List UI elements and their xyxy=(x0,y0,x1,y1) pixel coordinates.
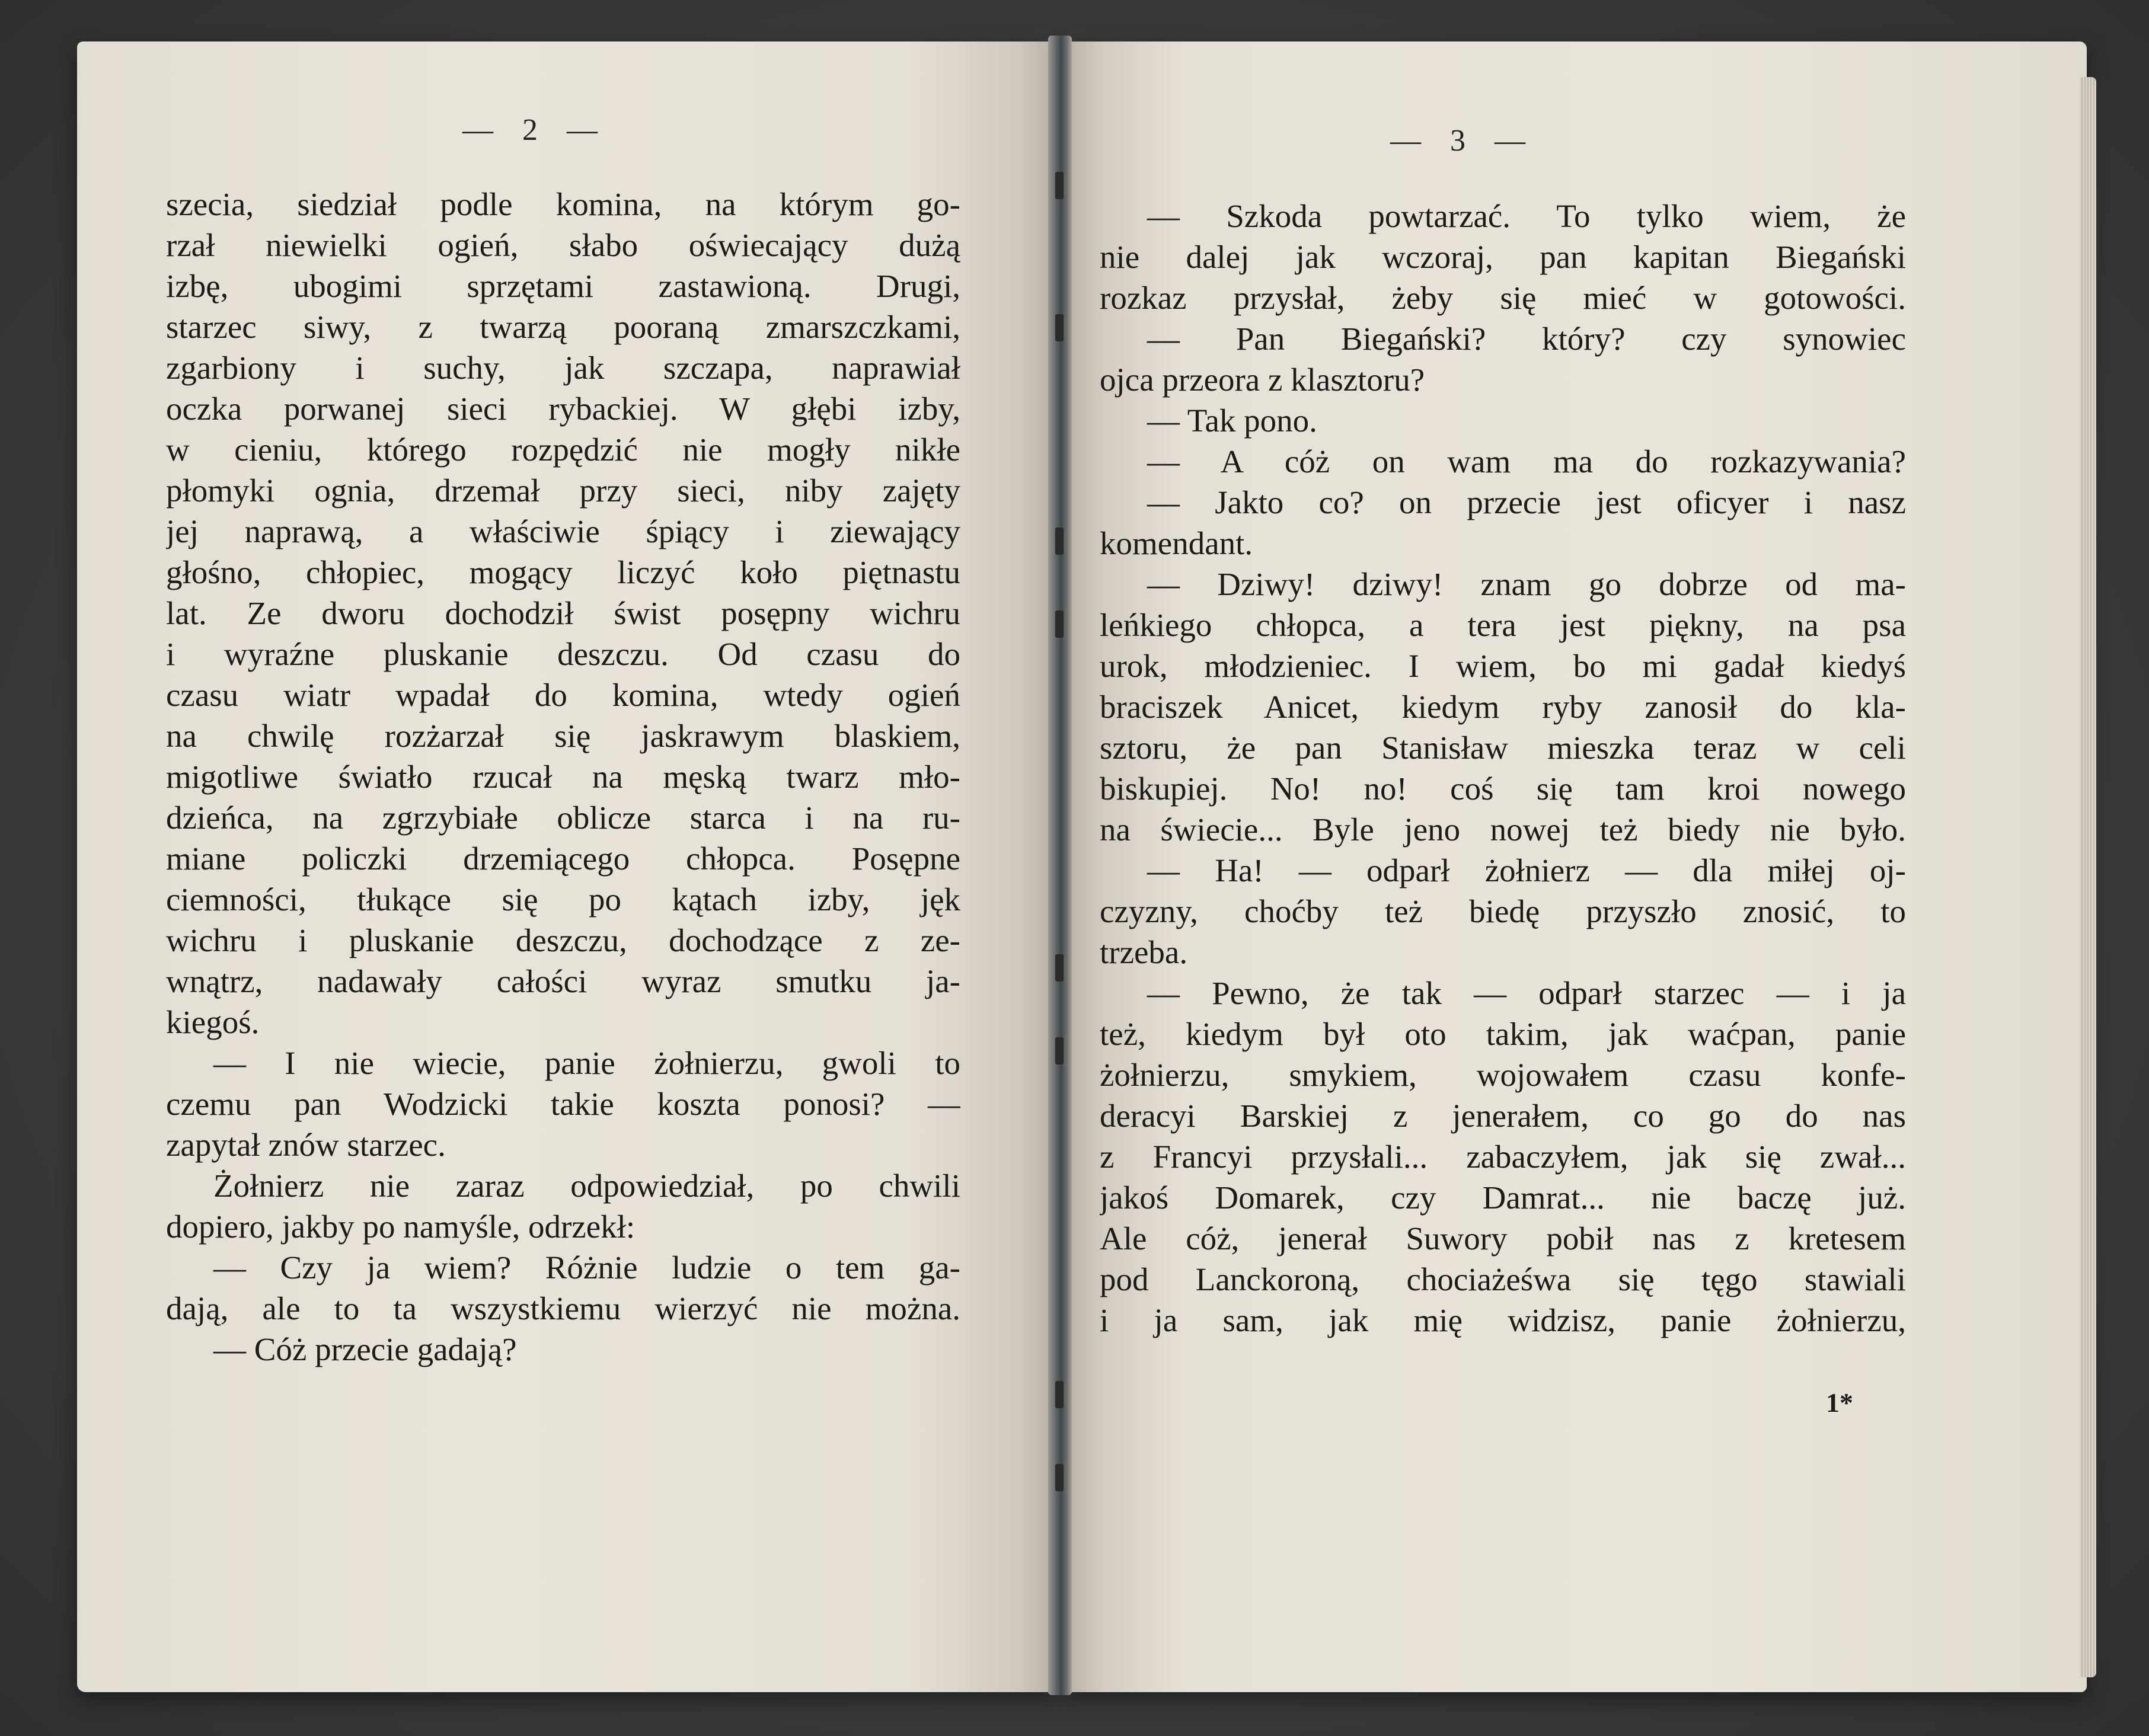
text-line: komendant. xyxy=(1100,525,1253,561)
text-line: jakoś Domarek, czy Damrat... nie baczę już. xyxy=(1100,1179,1906,1216)
text-line: deracyi Barskiej z jenerałem, co go do nas xyxy=(1100,1098,1906,1134)
binding-stitch xyxy=(1055,610,1064,638)
text-line: i wyraźne pluskanie deszczu. Od czasu do xyxy=(166,636,960,672)
text-line: — Czy ja wiem? Różnie ludzie o tem ga- xyxy=(213,1249,960,1286)
text-line: — Cóż przecie gadają? xyxy=(213,1331,517,1367)
binding-stitch xyxy=(1055,172,1064,199)
text-line: lat. Ze dworu dochodził świst posępny wichru xyxy=(166,595,960,631)
text-line: czasu wiatr wpadał do komina, wtedy ogień xyxy=(166,677,960,713)
text-line: oczka porwanej sieci rybackiej. W głębi izby, xyxy=(166,391,960,427)
binding-stitch xyxy=(1055,314,1064,341)
binding-stitch xyxy=(1055,954,1064,982)
text-line: wnątrz, nadawały całości wyraz smutku ja- xyxy=(166,963,960,999)
text-line: ojca przeora z klasztoru? xyxy=(1100,362,1425,398)
text-line: i ja sam, jak mię widzisz, panie żołnierzu, xyxy=(1100,1302,1906,1338)
text-line: rzał niewielki ogień, słabo oświecający dużą xyxy=(166,227,960,263)
text-line: jej naprawą, a właściwie śpiący i ziewający xyxy=(166,513,960,549)
page-number-right: — 3 — xyxy=(1390,124,1536,158)
right-page-text xyxy=(1100,196,1906,1341)
text-line: płomyki ognia, drzemał przy sieci, niby zajęty xyxy=(166,472,960,509)
text-line: — A cóż on wam ma do rozkazywania? xyxy=(1147,443,1906,479)
text-line: biskupiej. No! no! coś się tam kroi nowego xyxy=(1100,771,1906,807)
text-line: dopiero, jakby po namyśle, odrzekł: xyxy=(166,1209,636,1245)
text-line: z Francyi przysłali... zabaczyłem, jak się zwał... xyxy=(1100,1139,1906,1175)
book-spine xyxy=(1048,36,1072,1695)
text-line: — Pan Biegański? który? czy synowiec xyxy=(1147,321,1906,357)
text-line: — Dziwy! dziwy! znam go dobrze od ma- xyxy=(1147,566,1906,602)
text-line: w cieniu, którego rozpędzić nie mogły nikłe xyxy=(166,431,960,468)
text-line: sztoru, że pan Stanisław mieszka teraz w celi xyxy=(1100,730,1906,766)
text-line: izbę, ubogimi sprzętami zastawioną. Drugi, xyxy=(166,268,960,304)
text-line: — Pewno, że tak — odparł starzec — i ja xyxy=(1147,975,1906,1011)
text-line: starzec siwy, z twarzą pooraną zmarszczkami, xyxy=(166,309,960,345)
text-line: — Ha! — odparł żołnierz — dla miłej oj- xyxy=(1147,852,1906,888)
text-line: — I nie wiecie, panie żołnierzu, gwoli to xyxy=(213,1045,960,1081)
text-line: leńkiego chłopca, a tera jest piękny, na psa xyxy=(1100,607,1906,643)
page-number-left: — 2 — xyxy=(462,113,608,147)
binding-stitch xyxy=(1055,527,1064,555)
text-line: — Tak pono. xyxy=(1147,402,1317,439)
text-line: też, kiedym był oto takim, jak waćpan, panie xyxy=(1100,1016,1906,1052)
text-line: Ale cóż, jenerał Suwory pobił nas z kretesem xyxy=(1100,1220,1906,1257)
text-line: czemu pan Wodzicki takie koszta ponosi? — xyxy=(166,1086,960,1122)
text-line: żołnierzu, smykiem, wojowałem czasu konfe- xyxy=(1100,1057,1906,1093)
binding-stitch xyxy=(1055,1464,1064,1491)
text-line: — Jakto co? on przecie jest oficyer i nasz xyxy=(1147,484,1906,520)
binding-stitch xyxy=(1055,1381,1064,1408)
text-line: dają, ale to ta wszystkiemu wierzyć nie można. xyxy=(166,1290,960,1326)
text-line: rozkaz przysłał, żeby się mieć w gotowości. xyxy=(1100,280,1906,316)
left-page-text xyxy=(166,184,960,1370)
text-line: Żołnierz nie zaraz odpowiedział, po chwili xyxy=(213,1168,960,1204)
binding-stitch xyxy=(1055,1037,1064,1064)
text-line: urok, młodzieniec. I wiem, bo mi gadał kiedyś xyxy=(1100,648,1906,684)
text-line: miane policzki drzemiącego chłopca. Posępne xyxy=(166,840,960,877)
text-line: braciszek Anicet, kiedym ryby zanosił do kla- xyxy=(1100,689,1906,725)
text-line: na chwilę rozżarzał się jaskrawym blaskiem, xyxy=(166,718,960,754)
text-line: szecia, siedział podle komina, na którym go- xyxy=(166,186,960,222)
text-line: głośno, chłopiec, mogący liczyć koło piętnastu xyxy=(166,554,960,590)
text-line: na świecie... Byle jeno nowej też biedy nie było. xyxy=(1100,811,1906,848)
text-line: zapytał znów starzec. xyxy=(166,1127,446,1163)
printer-signature-mark: 1* xyxy=(1826,1387,1853,1418)
text-line: wichru i pluskanie deszczu, dochodzące z ze- xyxy=(166,922,960,958)
page-edges xyxy=(2080,77,2096,1677)
text-line: — Szkoda powtarzać. To tylko wiem, że xyxy=(1147,198,1906,234)
text-line: zgarbiony i suchy, jak szczapa, naprawiał xyxy=(166,350,960,386)
text-line: kiegoś. xyxy=(166,1004,260,1040)
text-line: pod Lanckoroną, chociażeśwa się tęgo stawiali xyxy=(1100,1261,1906,1297)
text-line: nie dalej jak wczoraj, pan kapitan Biegański xyxy=(1100,239,1906,275)
text-line: dzieńca, na zgrzybiałe oblicze starca i na ru- xyxy=(166,800,960,836)
text-line: czyzny, choćby też biedę przyszło znosić, to xyxy=(1100,893,1906,929)
text-line: migotliwe światło rzucał na męską twarz mło- xyxy=(166,759,960,795)
text-line: ciemności, tłukące się po kątach izby, jęk xyxy=(166,881,960,917)
text-line: trzeba. xyxy=(1100,934,1188,970)
